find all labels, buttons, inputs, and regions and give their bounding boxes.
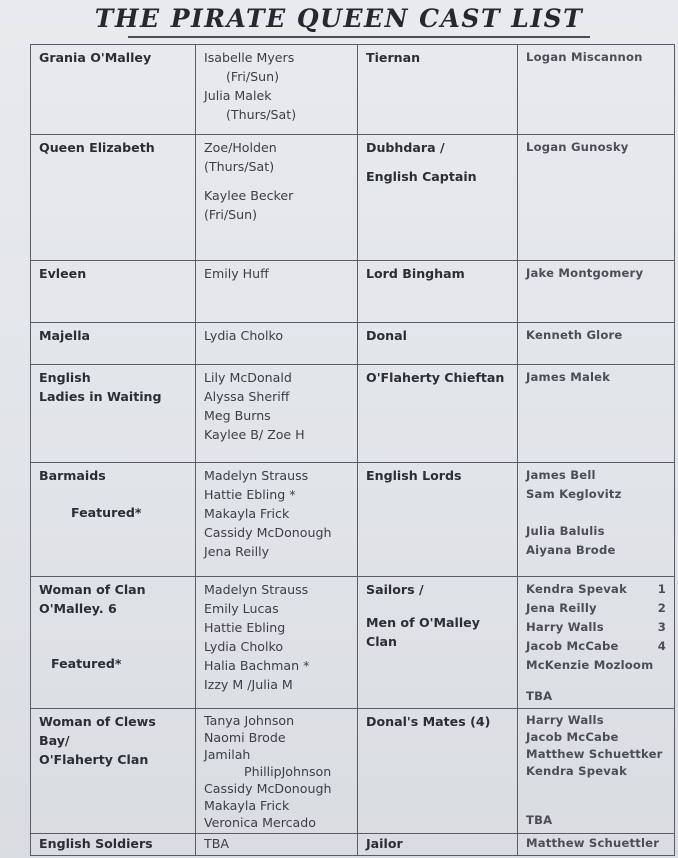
actor-name: Hattie Ebling: [204, 620, 286, 635]
role-cell: [31, 463, 196, 577]
actor-cell: [196, 45, 358, 135]
role-cell: [358, 709, 518, 834]
actor-name: Cassidy McDonough: [204, 525, 332, 540]
actor-cell: [518, 261, 675, 323]
actor-name: McKenzie Mozloom: [526, 658, 654, 672]
table-row: [31, 45, 675, 135]
role-name: English Soldiers: [39, 836, 153, 851]
role-cell: [358, 577, 518, 709]
actor-name: Julia Malek: [204, 88, 272, 103]
actor-name: Matthew Schuettler: [526, 836, 660, 850]
role-cell: [31, 709, 196, 834]
actor-name: Veronica Mercado: [204, 815, 316, 830]
tba-label: TBA: [526, 813, 553, 827]
actor-name: Julia Balulis: [526, 524, 605, 538]
actor-name: Alyssa Sheriff: [204, 389, 290, 404]
actor-name: James Malek: [526, 370, 611, 384]
slot-number: 4: [657, 639, 666, 653]
actor-name: Isabelle Myers: [204, 50, 295, 65]
role-cell: [358, 135, 518, 261]
actor-name: Lydia Cholko: [204, 328, 284, 343]
actor-cell: [518, 834, 675, 856]
actor-name: PhillipJohnson: [244, 764, 332, 779]
role-name: English Lords: [366, 468, 462, 483]
role-name: Clan: [366, 634, 398, 649]
actor-name: TBA: [204, 836, 229, 851]
actor-name: James Bell: [526, 468, 596, 482]
actor-name: Lily McDonald: [204, 370, 292, 385]
actor-name: Lydia Cholko: [204, 639, 284, 654]
actor-name: Madelyn Strauss: [204, 468, 309, 483]
tba-label: TBA: [526, 689, 553, 703]
actor-name: Harry Walls: [526, 713, 604, 727]
actor-cell: [196, 323, 358, 365]
performance-days: (Thurs/Sat): [204, 159, 275, 174]
performance-days: (Fri/Sun): [204, 207, 258, 222]
role-name: Majella: [39, 328, 91, 343]
actor-name: Zoe/Holden: [204, 140, 277, 155]
role-cell: [358, 261, 518, 323]
performance-days: (Fri/Sun): [226, 69, 280, 84]
actor-name: Matthew Schuettker: [526, 747, 663, 761]
actor-name: Kaylee Becker: [204, 188, 294, 203]
actor-name: Kenneth Glore: [526, 328, 623, 342]
actor-name: Logan Miscannon: [526, 50, 643, 64]
table-row: [31, 463, 675, 577]
actor-name: Jake Montgomery: [526, 266, 644, 280]
actor-name: Logan Gunosky: [526, 140, 629, 154]
role-cell: [31, 323, 196, 365]
actor-name: Aiyana Brode: [526, 543, 616, 557]
role-name: Jailor: [366, 836, 403, 851]
actor-name: Tanya Johnson: [204, 713, 295, 728]
role-cell: [31, 577, 196, 709]
actor-name: Meg Burns: [204, 408, 271, 423]
actor-name: Izzy M /Julia M: [204, 677, 293, 692]
actor-name: Makayla Frick: [204, 798, 290, 813]
actor-name: Cassidy McDonough: [204, 781, 332, 796]
role-name: Grania O'Malley: [39, 50, 152, 65]
actor-cell: [196, 463, 358, 577]
performance-days: (Thurs/Sat): [226, 107, 297, 122]
role-name: O'Malley. 6: [39, 601, 117, 616]
actor-name: Sam Keglovitz: [526, 487, 622, 501]
role-name: Woman of Clews: [39, 714, 156, 729]
role-name: Sailors /: [366, 582, 424, 597]
table-row: [31, 365, 675, 463]
featured-note: Featured*: [51, 656, 122, 671]
actor-name: Kendra Spevak 1: [526, 580, 670, 599]
actor-cell: [518, 323, 675, 365]
actor-name: Kendra Spevak: [526, 764, 627, 778]
role-cell: [31, 261, 196, 323]
actor-cell: [518, 463, 675, 577]
actor-cell: [518, 365, 675, 463]
table-row: [31, 577, 675, 709]
cast-table: [30, 44, 675, 856]
role-name: O'Flaherty Chieftan: [366, 370, 505, 385]
role-name: O'Flaherty Clan: [39, 752, 149, 767]
slot-number: 3: [657, 620, 666, 634]
actor-name: Makayla Frick: [204, 506, 290, 521]
role-name: Men of O'Malley: [366, 615, 480, 630]
role-cell: [358, 323, 518, 365]
role-cell: [31, 834, 196, 856]
actor-cell: [196, 261, 358, 323]
table-row: [31, 834, 675, 856]
role-cell: [358, 463, 518, 577]
role-name: Bay/: [39, 733, 70, 748]
actor-name: Emily Lucas: [204, 601, 279, 616]
slot-number: 2: [657, 601, 666, 615]
actor-name: Hattie Ebling *: [204, 487, 296, 502]
actor-cell: [518, 709, 675, 834]
role-name: English Captain: [366, 169, 477, 184]
table-row: [31, 261, 675, 323]
actor-cell: [196, 834, 358, 856]
actor-cell: [518, 577, 675, 709]
table-row: [31, 323, 675, 365]
role-name: Queen Elizabeth: [39, 140, 155, 155]
role-name: Donal's Mates (4): [366, 714, 491, 729]
actor-cell: [518, 45, 675, 135]
actor-name: Jena Reilly: [204, 544, 270, 559]
actor-name: Kaylee B/ Zoe H: [204, 427, 305, 442]
role-name: Barmaids: [39, 468, 106, 483]
actor-name: Halia Bachman *: [204, 658, 310, 673]
table-row: [31, 709, 675, 834]
actor-name: Naomi Brode: [204, 730, 286, 745]
role-cell: [31, 45, 196, 135]
role-name: English: [39, 370, 91, 385]
actor-name: Harry Walls 3: [526, 618, 670, 637]
role-cell: [358, 365, 518, 463]
actor-cell: [196, 709, 358, 834]
role-name: Lord Bingham: [366, 266, 465, 281]
actor-name: Jena Reilly 2: [526, 599, 670, 618]
actor-cell: [518, 135, 675, 261]
role-name: Evleen: [39, 266, 87, 281]
role-name: Dubhdara /: [366, 140, 445, 155]
role-cell: [31, 135, 196, 261]
role-cell: [31, 365, 196, 463]
table-row: [31, 135, 675, 261]
actor-cell: [196, 577, 358, 709]
role-name: Tiernan: [366, 50, 421, 65]
slot-number: 1: [657, 582, 666, 596]
actor-name: Madelyn Strauss: [204, 582, 309, 597]
actor-name: Jacob McCabe 4: [526, 637, 670, 656]
role-name: Donal: [366, 328, 407, 343]
actor-name: Jacob McCabe: [526, 730, 619, 744]
role-name: Ladies in Waiting: [39, 389, 162, 404]
featured-note: Featured*: [71, 505, 142, 520]
actor-cell: [196, 135, 358, 261]
role-name: Woman of Clan: [39, 582, 146, 597]
role-cell: [358, 45, 518, 135]
actor-cell: [196, 365, 358, 463]
actor-name: Jamilah: [204, 747, 251, 762]
page-title: THE PIRATE QUEEN CAST LIST: [94, 4, 584, 33]
role-cell: [358, 834, 518, 856]
actor-name: Emily Huff: [204, 266, 269, 281]
title-underline: [128, 36, 590, 38]
